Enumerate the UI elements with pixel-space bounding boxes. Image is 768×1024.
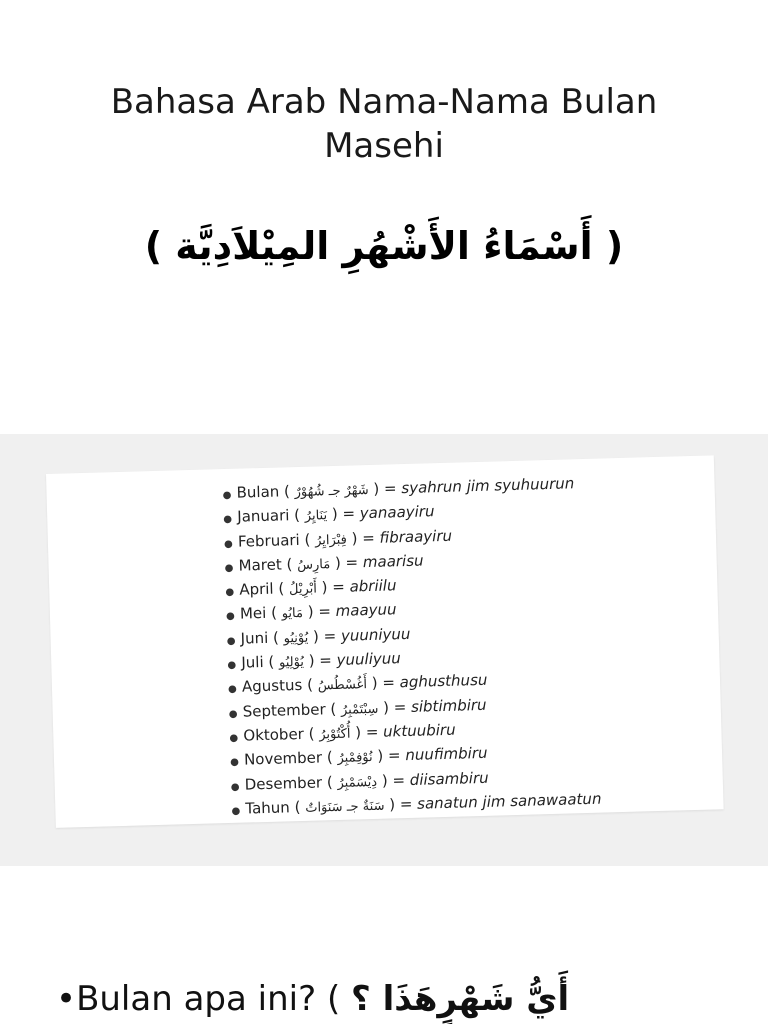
bullet-icon: ● [231, 805, 241, 817]
bullet-icon: ● [226, 635, 236, 647]
vocab-latin: Desember [244, 772, 323, 794]
vocab-translit: uktuubiru [382, 720, 456, 741]
vocab-item: ● Tahun ( سَنَةٌ جـ سَنَوَاتٌ ) = sanatun jim sanawaatun [231, 786, 602, 821]
vocab-translit: sanatun jim sanawaatun [416, 789, 602, 813]
vocab-translit: aghusthusu [399, 671, 488, 692]
vocab-latin: Maret [238, 555, 282, 575]
vocab-arabic: يُوْنِيُو [283, 630, 309, 647]
vocab-arabic: شَهْرٌ جـ شُهُوْرٌ [294, 482, 369, 501]
vocab-translit: yuuliyuu [336, 649, 401, 670]
vocab-item: ● Mei ( مَايُو ) = maayuu [226, 592, 597, 627]
vocab-arabic: أُكْتُوْبِرُ [319, 726, 351, 743]
vocab-arabic: مَايُو [281, 606, 304, 622]
bullet-icon: ● [229, 732, 239, 744]
vocab-latin: September [242, 699, 326, 721]
vocab-list [222, 471, 602, 821]
bullet-icon: ● [227, 659, 237, 672]
vocab-translit: abriilu [349, 576, 397, 596]
vocab-latin: November [243, 748, 323, 769]
vocab-arabic: فِبْرَايِرُ [314, 532, 348, 549]
vocab-latin: Oktober [243, 724, 305, 745]
question-paren: ( [326, 979, 341, 1019]
question-line [56, 974, 569, 1024]
question-arabic: أَيُّ شَهْرٍهَذَا ؟ [351, 979, 570, 1019]
vocab-latin: Februari [237, 530, 300, 551]
vocab-translit: diisambiru [409, 768, 489, 789]
vocab-item: ● Juli ( يُوْلِيُو ) = yuuliyuu [227, 641, 598, 676]
bullet-icon: ● [225, 611, 235, 623]
bullet-icon: ● [224, 562, 234, 574]
question-bullet: • [56, 979, 77, 1019]
vocab-arabic: أَغُسْطُسُ [317, 677, 368, 694]
vocab-translit: yuuniyuu [340, 624, 411, 645]
bullet-icon: ● [223, 538, 233, 550]
arabic-heading: ( أَسْمَاءُ الأَشْهُرِ المِيْلاَدِيَّة ) [144, 224, 624, 268]
vocab-item: ● November ( نُوْفِمْبِرُ ) = nuufimbiru [230, 738, 601, 773]
vocab-translit: maarisu [362, 551, 424, 572]
vocab-arabic: أَبْرِيْلُ [288, 581, 318, 598]
vocab-translit: yanaayiru [359, 502, 435, 523]
vocab-arabic: يَنَايِرُ [304, 508, 328, 525]
vocab-item: ● Oktober ( أُكْتُوْبِرُ ) = uktuubiru [229, 714, 600, 749]
question-text: Bulan apa ini? [76, 979, 317, 1019]
vocab-arabic: سَنَةٌ جـ سَنَوَاتٌ [305, 798, 385, 816]
vocab-latin: Juni [240, 628, 269, 648]
vocab-latin: Agustus [241, 676, 303, 696]
bullet-icon: ● [223, 514, 233, 526]
bullet-icon: ● [222, 489, 232, 502]
vocab-latin: Januari [237, 506, 290, 526]
vocab-translit: fibraayiru [379, 526, 453, 547]
vocab-translit: sibtimbiru [410, 695, 487, 716]
vocab-latin: Bulan [236, 482, 280, 502]
vocab-item: ● April ( أَبْرِيْلُ ) = abriilu [225, 568, 596, 603]
vocab-item: ● Januari ( يَنَايِرُ ) = yanaayiru [223, 495, 594, 530]
vocab-latin: April [239, 579, 274, 599]
vocab-arabic: نُوْفِمْبِرُ [337, 750, 373, 767]
vocab-translit: syahrun jim syuhuurun [401, 474, 575, 498]
vocab-item: ● Februari ( فِبْرَايِرُ ) = fibraayiru [224, 519, 595, 554]
vocab-latin: Juli [241, 653, 264, 672]
slide-title: Bahasa Arab Nama-Nama Bulan Masehi [110, 82, 658, 166]
bullet-icon: ● [230, 781, 240, 793]
vocab-image [46, 455, 724, 828]
vocab-latin: Mei [239, 604, 267, 624]
vocab-arabic: دِيْسَمْبِرُ [337, 774, 378, 791]
vocab-arabic: يُوْلِيُو [278, 654, 305, 671]
vocab-item: ● Bulan ( شَهْرٌ جـ شُهُوْرٌ ) = syahrun jim syuhuurun [222, 471, 593, 506]
bullet-icon: ● [228, 708, 238, 720]
bullet-icon: ● [225, 586, 235, 599]
bullet-icon: ● [229, 756, 240, 769]
vocab-arabic: سِبْتَمْبِرُ [340, 701, 379, 718]
vocab-translit: nuufimbiru [405, 744, 488, 765]
vocab-item: ● Agustus ( أَغُسْطُسُ ) = aghusthusu [228, 665, 599, 700]
vocab-item: ● Desember ( دِيْسَمْبِرُ ) = diisambiru [230, 762, 601, 797]
bullet-icon: ● [227, 684, 237, 696]
vocab-arabic: مَارِسُ [296, 556, 331, 573]
vocab-item: ● Juni ( يُوْنِيُو ) = yuuniyuu [226, 616, 597, 651]
vocab-translit: maayuu [335, 600, 397, 621]
vocab-item: ● September ( سِبْتَمْبِرُ ) = sibtimbiru [228, 689, 599, 724]
vocab-latin: Tahun [245, 798, 291, 818]
vocab-item: ● Maret ( مَارِسُ ) = maarisu [224, 544, 595, 579]
